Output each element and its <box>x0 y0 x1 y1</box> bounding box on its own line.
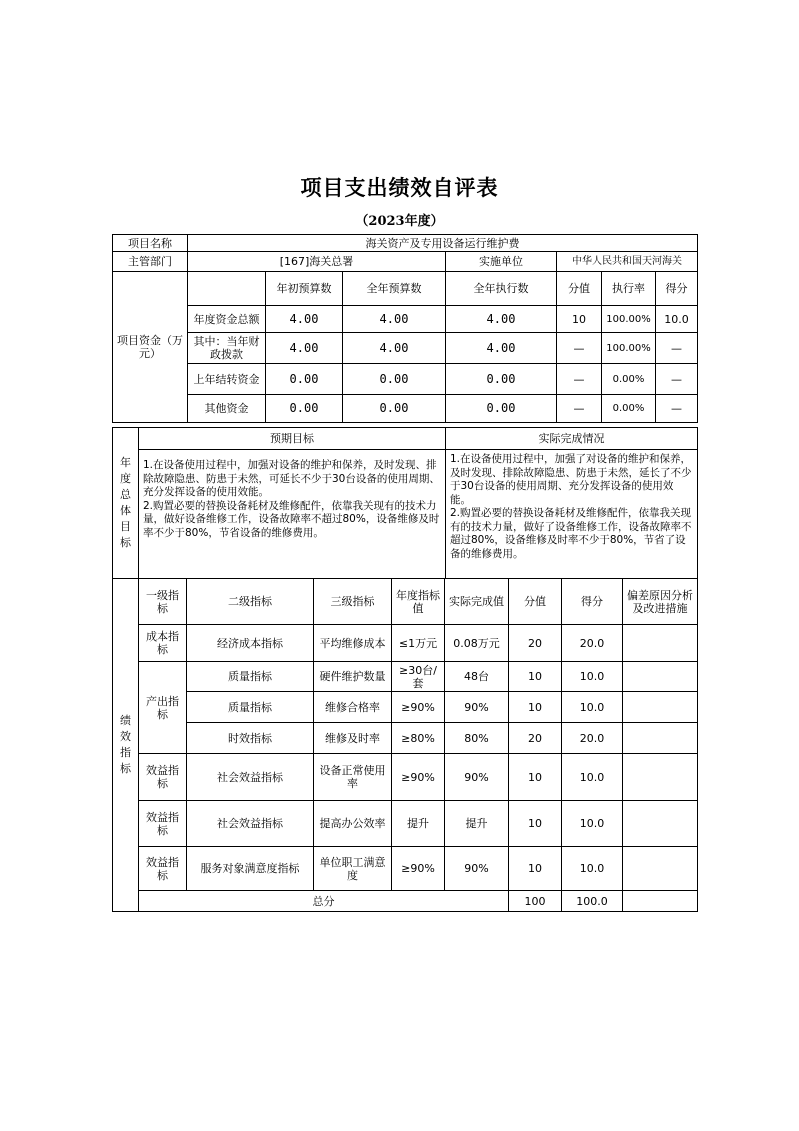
level3-indicator: 单位职工满意度 <box>314 847 392 891</box>
indicator-header: 一级指标 <box>139 579 187 625</box>
deviation-note <box>623 723 698 754</box>
expected-goal-line: 2.购置必要的替换设备耗材及维修配件，依靠我关现有的技术力量，做好设备维修工作，设备故障率不超过80%，设备维修及时率不少于80%，节省设备的维修费用。 <box>143 499 440 539</box>
funds-initial: 0.00 <box>266 395 343 423</box>
score-value: 20 <box>509 723 562 754</box>
actual-goal-line: 1.在设备使用过程中，加强了对设备的维护和保养，及时发现、排除故障隐患、防患于未然，延长了不少于30台设备的使用周期、充分发挥设备的使用效能。 <box>450 453 692 506</box>
score-value: 10 <box>509 847 562 891</box>
funds-annual: 4.00 <box>343 306 446 333</box>
score: 10.0 <box>562 754 623 801</box>
level3-indicator: 提高办公效率 <box>314 801 392 847</box>
funds-initial: 4.00 <box>266 333 343 364</box>
level2-indicator: 社会效益指标 <box>187 754 314 801</box>
report-year: （2023年度） <box>355 214 444 229</box>
project-name-label: 项目名称 <box>113 235 188 252</box>
target-value: ≥90% <box>392 754 445 801</box>
deviation-note <box>623 847 698 891</box>
unit-label: 实施单位 <box>446 252 557 272</box>
score: 10.0 <box>562 662 623 692</box>
level2-indicator: 服务对象满意度指标 <box>187 847 314 891</box>
dept-label: 主管部门 <box>113 252 188 272</box>
funds-row-label: 年度资金总额 <box>188 306 266 333</box>
level3-indicator: 维修及时率 <box>314 723 392 754</box>
funds-header: 全年预算数 <box>343 272 446 306</box>
funds-header: 全年执行数 <box>446 272 557 306</box>
deviation-note <box>623 754 698 801</box>
funds-row-label: 其中：当年财政拨款 <box>188 333 266 364</box>
indicator-header: 二级指标 <box>187 579 314 625</box>
funds-executed: 0.00 <box>446 364 557 395</box>
indicator-header: 三级指标 <box>314 579 392 625</box>
actual-value: 90% <box>445 847 509 891</box>
funds-header: 执行率 <box>602 272 656 306</box>
deviation-note <box>623 662 698 692</box>
funds-score-value: — <box>557 395 602 423</box>
indicators-label: 绩效指标 <box>113 579 139 912</box>
actual-value: 48台 <box>445 662 509 692</box>
page-title: 项目支出绩效自评表 <box>300 175 499 200</box>
expected-goal-line: 1.在设备使用过程中，加强对设备的维护和保养，及时发现、排除故障隐患、防患于未然，可延长不少于30台设备的使用周期、充分发挥设备的使用效能。 <box>143 459 440 498</box>
target-value: ≥90% <box>392 847 445 891</box>
total-note <box>623 891 698 912</box>
indicator-header: 得分 <box>562 579 623 625</box>
funds-score-value: — <box>557 333 602 364</box>
indicator-header: 分值 <box>509 579 562 625</box>
score: 20.0 <box>562 625 623 662</box>
level3-indicator: 维修合格率 <box>314 692 392 723</box>
funds-executed: 4.00 <box>446 306 557 333</box>
actual-goal-text <box>446 450 698 579</box>
score-value: 10 <box>509 692 562 723</box>
funds-initial: 4.00 <box>266 306 343 333</box>
funds-score-value: — <box>557 364 602 395</box>
score-value: 10 <box>509 662 562 692</box>
project-name: 海关资产及专用设备运行维护费 <box>188 235 698 252</box>
funds-score: — <box>656 395 698 423</box>
funds-annual: 0.00 <box>343 364 446 395</box>
score: 10.0 <box>562 692 623 723</box>
funds-executed: 0.00 <box>446 395 557 423</box>
level2-indicator: 质量指标 <box>187 692 314 723</box>
funds-annual: 0.00 <box>343 395 446 423</box>
total-value: 100 <box>509 891 562 912</box>
funds-row-label: 其他资金 <box>188 395 266 423</box>
target-value: ≥80% <box>392 723 445 754</box>
indicator-header: 年度指标值 <box>392 579 445 625</box>
indicator-header: 实际完成值 <box>445 579 509 625</box>
funds-rate: 100.00% <box>602 333 656 364</box>
score-value: 20 <box>509 625 562 662</box>
funds-rate: 100.00% <box>602 306 656 333</box>
score-value: 10 <box>509 754 562 801</box>
target-value: 提升 <box>392 801 445 847</box>
level1-indicator: 产出指标 <box>139 662 187 754</box>
funds-header: 年初预算数 <box>266 272 343 306</box>
funds-table <box>112 234 698 423</box>
level3-indicator: 硬件维护数量 <box>314 662 392 692</box>
goals-label: 年度总体目标 <box>113 428 139 579</box>
score: 10.0 <box>562 801 623 847</box>
funds-header: 分值 <box>557 272 602 306</box>
level2-indicator: 质量指标 <box>187 662 314 692</box>
funds-rate: 0.00% <box>602 364 656 395</box>
unit-value: 中华人民共和国天河海关 <box>557 252 698 272</box>
funds-row-label: 上年结转资金 <box>188 364 266 395</box>
total-label: 总分 <box>139 891 509 912</box>
funds-score: — <box>656 364 698 395</box>
funds-executed: 4.00 <box>446 333 557 364</box>
funds-score-value: 10 <box>557 306 602 333</box>
level1-indicator: 效益指标 <box>139 801 187 847</box>
actual-value: 90% <box>445 692 509 723</box>
target-value: ≤1万元 <box>392 625 445 662</box>
funds-score: — <box>656 333 698 364</box>
level2-indicator: 社会效益指标 <box>187 801 314 847</box>
goals-table <box>112 427 698 579</box>
actual-value: 提升 <box>445 801 509 847</box>
target-value: ≥30台/套 <box>392 662 445 692</box>
level1-indicator: 效益指标 <box>139 754 187 801</box>
funds-annual: 4.00 <box>343 333 446 364</box>
funds-initial: 0.00 <box>266 364 343 395</box>
dept-value: [167]海关总署 <box>188 252 446 272</box>
deviation-note <box>623 692 698 723</box>
funds-score: 10.0 <box>656 306 698 333</box>
actual-value: 80% <box>445 723 509 754</box>
funds-header-blank <box>188 272 266 306</box>
score-value: 10 <box>509 801 562 847</box>
actual-value: 90% <box>445 754 509 801</box>
deviation-note <box>623 625 698 662</box>
target-value: ≥90% <box>392 692 445 723</box>
indicators-table <box>112 578 698 912</box>
actual-goal-header: 实际完成情况 <box>446 428 698 450</box>
score: 20.0 <box>562 723 623 754</box>
expected-goal-header: 预期目标 <box>139 428 446 450</box>
funds-header: 得分 <box>656 272 698 306</box>
level1-indicator: 效益指标 <box>139 847 187 891</box>
indicator-header: 偏差原因分析及改进措施 <box>623 579 698 625</box>
deviation-note <box>623 801 698 847</box>
actual-value: 0.08万元 <box>445 625 509 662</box>
actual-goal-line: 2.购置必要的替换设备耗材及维修配件，依靠我关现有的技术力量，做好了设备维修工作，设备故障率不超过80%，设备维修及时率不少于80%，节省了设备的维修费用。 <box>450 507 692 560</box>
total-score: 100.0 <box>562 891 623 912</box>
level2-indicator: 时效指标 <box>187 723 314 754</box>
expected-goal-text <box>139 450 446 579</box>
level1-indicator: 成本指标 <box>139 625 187 662</box>
level2-indicator: 经济成本指标 <box>187 625 314 662</box>
funds-label: 项目资金（万元） <box>113 272 188 423</box>
level3-indicator: 设备正常使用率 <box>314 754 392 801</box>
funds-rate: 0.00% <box>602 395 656 423</box>
level3-indicator: 平均维修成本 <box>314 625 392 662</box>
score: 10.0 <box>562 847 623 891</box>
